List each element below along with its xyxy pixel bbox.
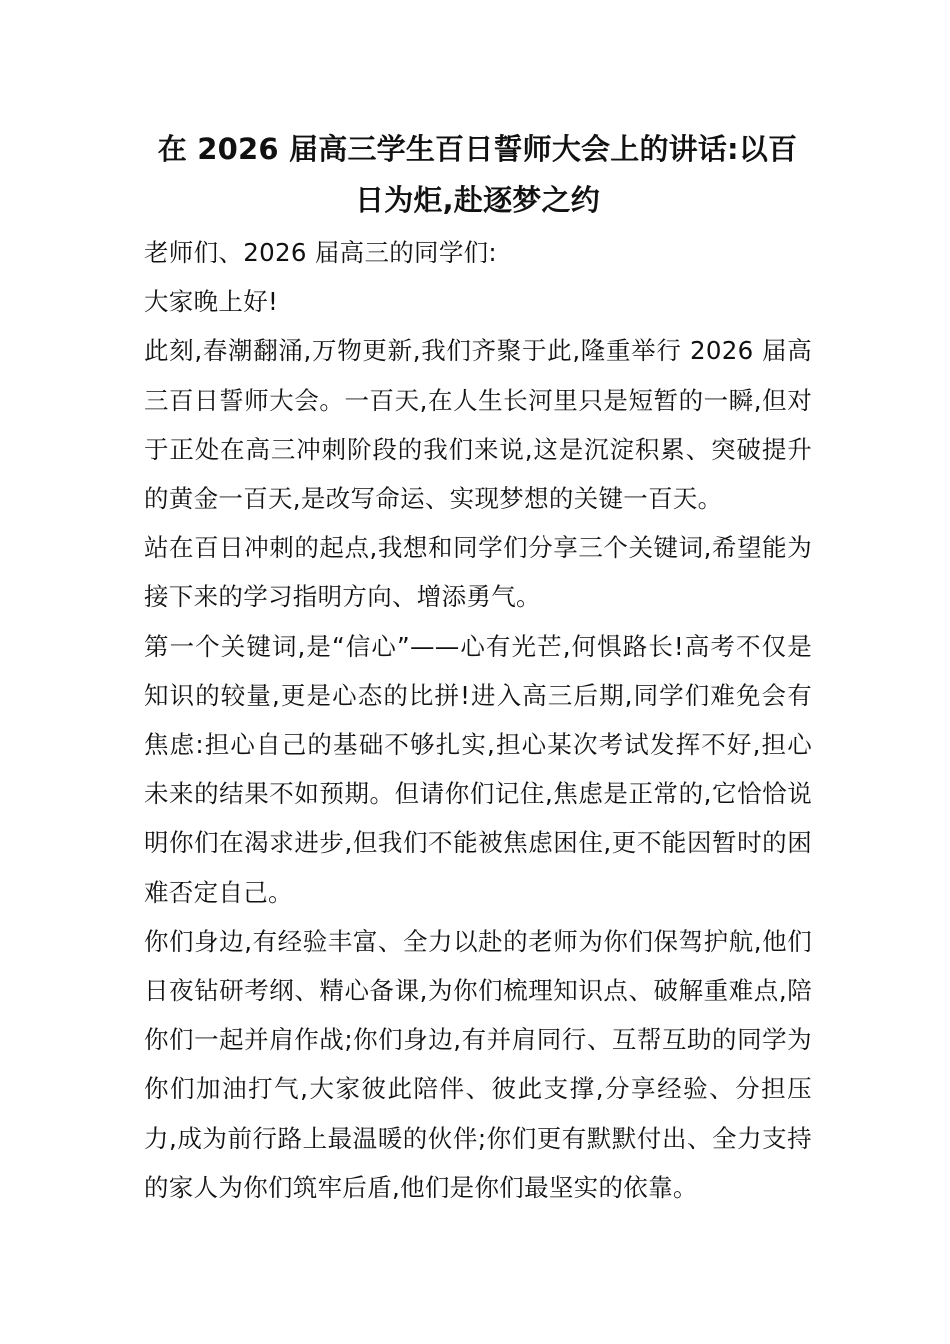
paragraph-keyword-confidence: 第一个关键词,是“信心”——心有光芒,何惧路长!高考不仅是知识的较量,更是心态的比拼!进入高三后期,同学们难免会有焦虑:担心自己的基础不够扎实,担心某次考试发挥不好,担心未来的结果不如预期。但请你们记住,焦虑是正常的,它恰恰说明你们在渴求进步,但我们不能被焦虑困住,更不能因暂时的困难否定自己。 (144, 631, 812, 907)
document-body (144, 228, 812, 1212)
paragraph-keywords-intro: 站在百日冲刺的起点,我想和同学们分享三个关键词,希望能为接下来的学习指明方向、增添勇气。 (144, 533, 812, 612)
paragraph-support: 你们身边,有经验丰富、全力以赴的老师为你们保驾护航,他们日夜钻研考纲、精心备课,为你们梳理知识点、破解重难点,陪你们一起并肩作战;你们身边,有并肩同行、互帮互助的同学为你们加油打气,大家彼此陪伴、彼此支撑,分享经验、分担压力,成为前行路上最温暖的伙伴;你们更有默默付出、全力支持的家人为你们筑牢后盾,他们是你们最坚实的依靠。 (144, 926, 812, 1202)
greeting: 大家晚上好! (144, 287, 279, 317)
document-title: 在 2026 届高三学生百日誓师大会上的讲话:以百日为炬,赴逐梦之约 (157, 132, 798, 217)
salutation: 老师们、2026 届高三的同学们: (144, 238, 497, 267)
paragraph-opening: 此刻,春潮翻涌,万物更新,我们齐聚于此,隆重举行 2026 届高三百日誓师大会。一百天,在人生长河里只是短暂的一瞬,但对于正处在高三冲刺阶段的我们来说,这是沉淀积累、突破提升的黄金一百天,是改写命运、实现梦想的关键一百天。 (144, 336, 812, 514)
